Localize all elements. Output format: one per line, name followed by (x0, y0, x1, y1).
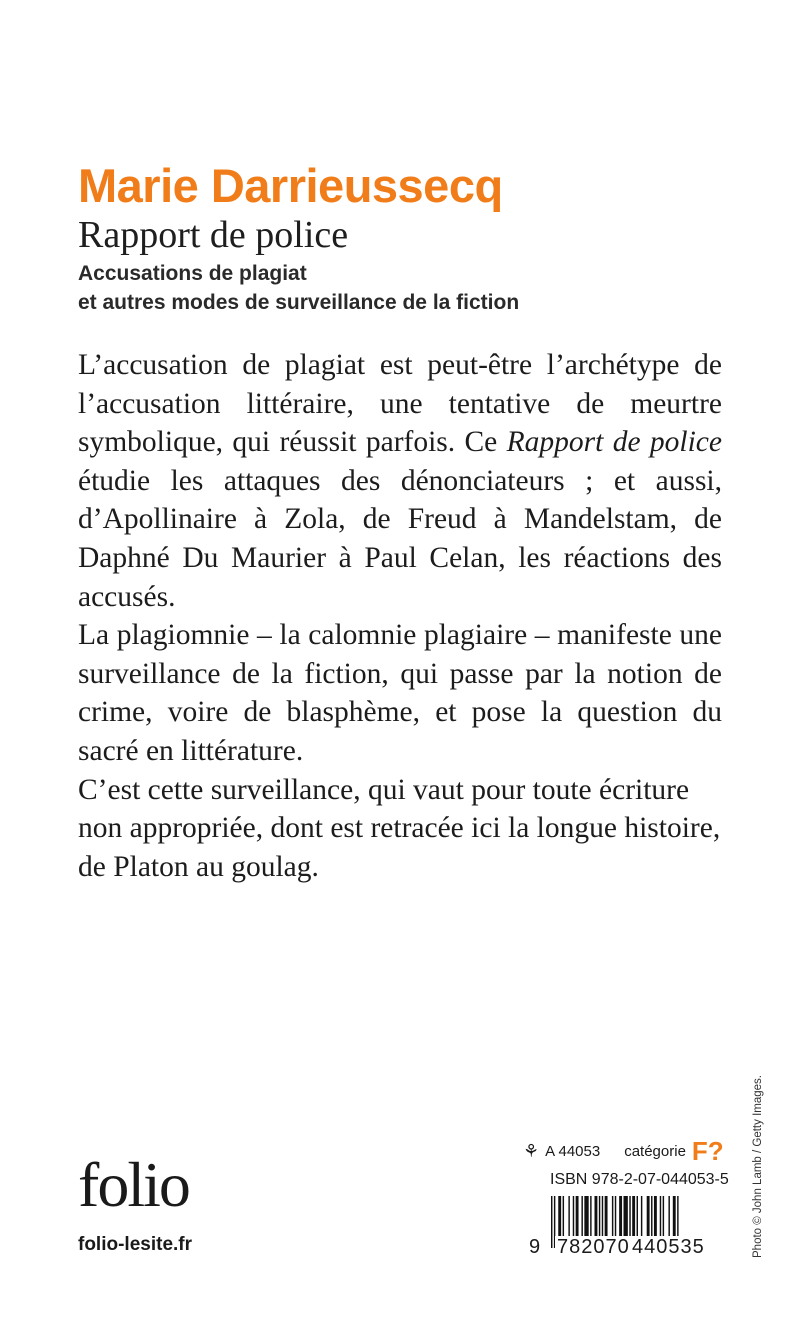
barcode-bar (673, 1196, 676, 1236)
barcode-bar (647, 1196, 650, 1236)
barcode-bar (632, 1196, 635, 1236)
blurb-text: étudie les attaques des dénonciateurs ; et aussi, d’Apollinaire à Zola, de Freud à Mandelstam, de Daphné Du Maurier à Paul Celan, les réactions des accusés. (78, 464, 722, 613)
barcode-bar (629, 1196, 630, 1236)
folio-mark-icon: ⚘ (523, 1141, 540, 1161)
barcode-bar (599, 1196, 600, 1236)
isbn: ISBN 978-2-07-044053-5 (550, 1171, 729, 1188)
barcode-bar (590, 1196, 591, 1236)
barcode-bar (558, 1196, 561, 1236)
barcode-bar (551, 1196, 552, 1248)
photo-credit: Photo © John Lamb / Getty Images. (752, 1075, 764, 1258)
barcode-bar (624, 1196, 628, 1236)
author-name: Marie Darrieussecq (78, 159, 503, 212)
barcode-bar (651, 1196, 652, 1236)
barcode-bar (637, 1196, 638, 1236)
subtitle-line-2: et autres modes de surveillance de la fiction (78, 291, 520, 314)
subtitle-line-1: Accusations de plagiat (78, 262, 307, 285)
blurb-text: L’accusation de plagiat est peut-être l’archétype de l’accusation littéraire, une tentative de meurtre symbolique, qui réussit parfois. Ce (78, 349, 722, 459)
barcode-bar (668, 1196, 669, 1236)
barcode-bar (641, 1196, 642, 1236)
publisher-logo: folio (78, 1149, 189, 1220)
category-value: F? (691, 1136, 724, 1166)
barcode-bar (595, 1196, 598, 1236)
blurb (78, 346, 722, 886)
blurb-paragraph-1 (78, 346, 722, 616)
blurb-paragraph-2: La plagiomnie – la calomnie plagiaire – manifeste une surveillance de la fiction, qui passe par la notion de crime, voire de blasphème, et pose la question du sacré en littérature. (78, 619, 722, 767)
barcode-bar (663, 1196, 664, 1236)
book-title: Rapport de police (78, 214, 349, 256)
category-label: catégorie (624, 1143, 686, 1160)
publisher-site: folio-lesite.fr (78, 1234, 193, 1255)
barcode-digits-right: 440535 (632, 1236, 705, 1258)
barcode-digits-left: 782070 (557, 1236, 630, 1258)
barcode-bar (602, 1196, 603, 1236)
barcode-bar (619, 1196, 622, 1236)
barcode-bar (654, 1196, 657, 1236)
barcode-bar (660, 1196, 661, 1236)
barcode-bar (563, 1196, 564, 1236)
barcode-bar (573, 1196, 574, 1236)
blurb-paragraph-3: C’est cette surveillance, qui vaut pour toute écriture non appropriée, dont est retracée ici la longue histoire, de Platon au goulag. (78, 773, 721, 883)
blurb-italic-title: Rapport de police (506, 426, 722, 459)
barcode-digit-prefix: 9 (529, 1236, 542, 1258)
barcode-bar (568, 1196, 569, 1236)
barcode-bar (584, 1196, 588, 1236)
barcode-bar (612, 1196, 613, 1236)
catalog-row (523, 1136, 724, 1167)
catalog-code: A 44053 (545, 1143, 601, 1160)
barcode-bar (576, 1196, 579, 1236)
barcode-bar (605, 1196, 608, 1236)
barcode-bar (581, 1196, 582, 1236)
